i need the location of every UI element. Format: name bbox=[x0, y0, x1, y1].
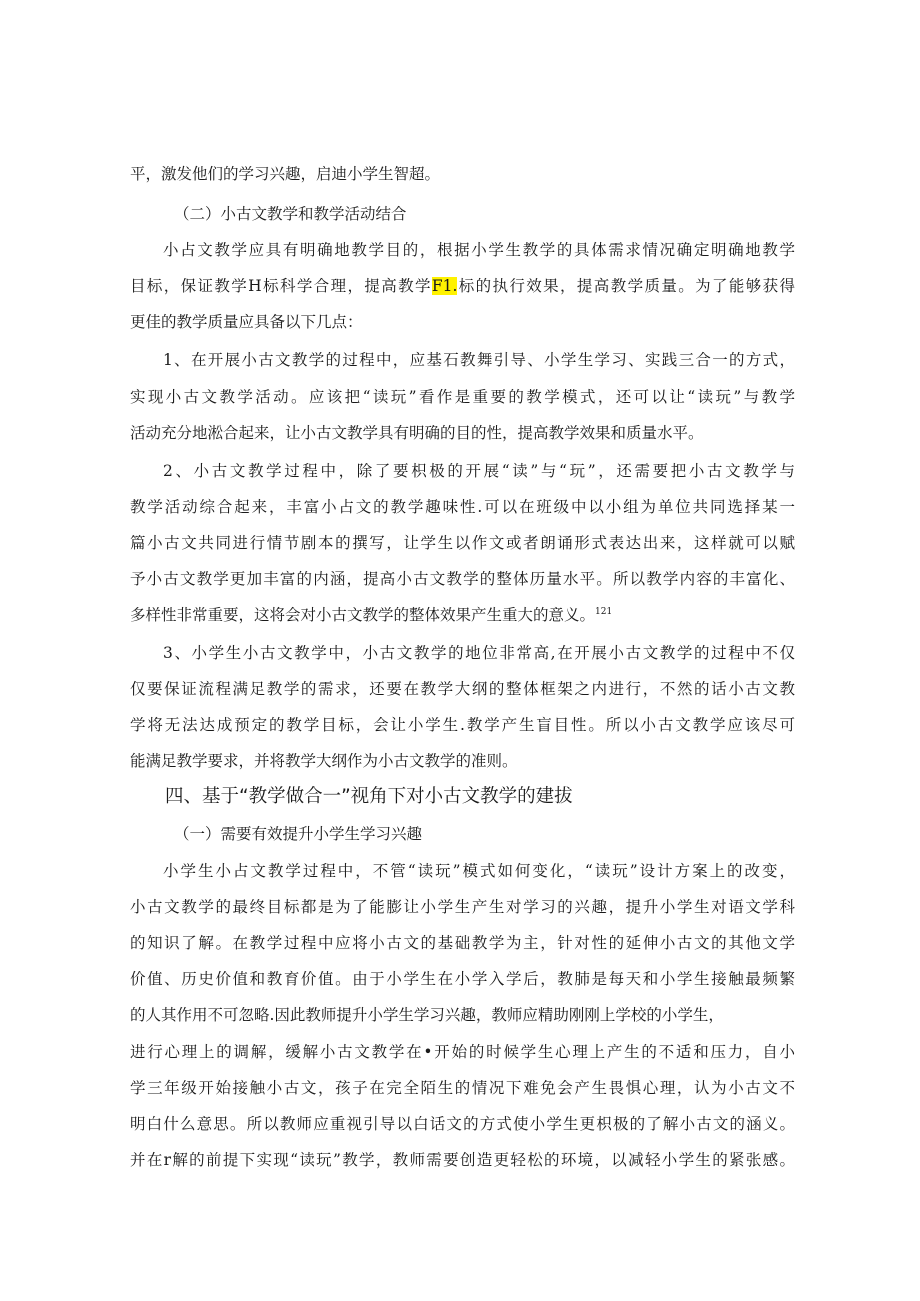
paragraph-line: 学将无法达成预定的教学目标，会让小学生.教学产生盲目性。所以小古文教学应该尽可 bbox=[130, 716, 795, 734]
paragraph-line: 篇小古文共同进行情节剧本的撰写，让学生以作文或者朗诵形式表达出来，这样就可以赋 bbox=[130, 534, 795, 552]
highlighted-text: F1. bbox=[431, 277, 458, 295]
subheading-one: （一）需要有效提升小学生学习兴趣 bbox=[174, 825, 423, 843]
text-fragment: 多样性非常重要，这将会对小古文教学的整体效果产生重大的意义。 bbox=[130, 606, 596, 624]
text-fragment: 标的执行效果，提高教学质量。为了能够获得 bbox=[457, 277, 795, 295]
paragraph-line bbox=[130, 604, 795, 626]
paragraph-line: 教学活动综合起来，丰富小占文的教学趣味性.可以在班级中以小组为单位共同选择某一 bbox=[130, 498, 795, 516]
text-fragment: H bbox=[248, 277, 262, 295]
paragraph-line: 学三年级开始接触小古文，孩子在完全陌生的情况下难免会产生畏惧心理，认为小古文不 bbox=[130, 1079, 795, 1097]
paragraph-line: 3、小学生小古文教学中，小古文教学的地位非常高,在开展小古文教学的过程中不仅 bbox=[163, 644, 795, 662]
paragraph-line: 1、在开展小古文教学的过程中，应基石教舞引导、小学生学习、实践三合一的方式， bbox=[163, 351, 795, 369]
paragraph-line: 予小古文教学更加丰富的内涵，提高小古文教学的整体历量水平。所以教学内容的丰富化、 bbox=[130, 570, 795, 588]
text-fragment: 标科学合理，提高教学 bbox=[261, 277, 432, 295]
paragraph-line: 小占文教学应具有明确地教学目的，根据小学生教学的具体需求情况确定明确地教学 bbox=[163, 241, 795, 259]
paragraph-line bbox=[130, 275, 795, 297]
paragraph-line: 的人其作用不可忽略.因此教师提升小学生学习兴趣，教师应精助刚刚上学校的小学生， bbox=[130, 1006, 724, 1024]
paragraph-line: 明白什么意思。所以教师应重视引导以白话文的方式使小学生更枳极的了解小古文的涵义。 bbox=[130, 1115, 795, 1133]
paragraph-line: 能满足教学要求，并将教学大纲作为小古文教学的准则。 bbox=[130, 752, 518, 770]
paragraph-line: 实现小古文教学活动。应该把“读玩”看作是重要的教学模式，还可以让“读玩”与教学 bbox=[130, 388, 795, 406]
paragraph-line: 活动充分地淞合起来，让小古文教学具有明确的目的性，提高教学效果和质量水平。 bbox=[130, 424, 704, 442]
paragraph-line: 平，激发他们的学习兴趣，启迪小学生智超。 bbox=[130, 165, 441, 183]
paragraph-line: 并在r解的前提下实现“读玩”教学，教师需要创造更轻松的环境，以减轻小学生的紧张感。 bbox=[130, 1151, 795, 1169]
paragraph-line: 价值、历史价值和教育价值。由于小学生在小学入学后，教肺是每天和小学生接触最频繁 bbox=[130, 970, 795, 988]
section-heading-four: 四、基于“教学做合一”视角下对小古文教学的建拔 bbox=[165, 786, 573, 807]
paragraph-line: 更佳的教学质量应具备以下几点： bbox=[130, 313, 363, 331]
text-fragment: 目标，保证教学 bbox=[130, 277, 249, 295]
paragraph-line: 进行心理上的调解，缓解小古文教学在•开始的时候学生心理上产生的不适和压力，自小 bbox=[130, 1043, 795, 1061]
citation-reference: 121 bbox=[595, 606, 613, 617]
paragraph-line: 小古文教学的最终目标都是为了能膨让小学生产生对学习的兴趣，提升小学生对语文学科 bbox=[130, 898, 795, 916]
paragraph-line: 小学生小占文教学过程中，不管“读玩”模式如何变化，“读玩”设计方案上的改变， bbox=[163, 862, 795, 880]
paragraph-line: 2、小古文教学过程中，除了要枳极的开展“读”与“玩”，还需要把小古文教学与 bbox=[163, 462, 795, 480]
paragraph-line: 的知识了解。在教学过程中应将小古文的基础教学为主，针对性的延伸小古文的其他文学 bbox=[130, 934, 795, 952]
subheading-two: （二）小古文教学和教学活动结合 bbox=[174, 205, 407, 223]
paragraph-line: 仅要保证流程满足教学的需求，还要在教学大纲的整体框架之内进行，不然的话小古文教 bbox=[130, 680, 795, 698]
